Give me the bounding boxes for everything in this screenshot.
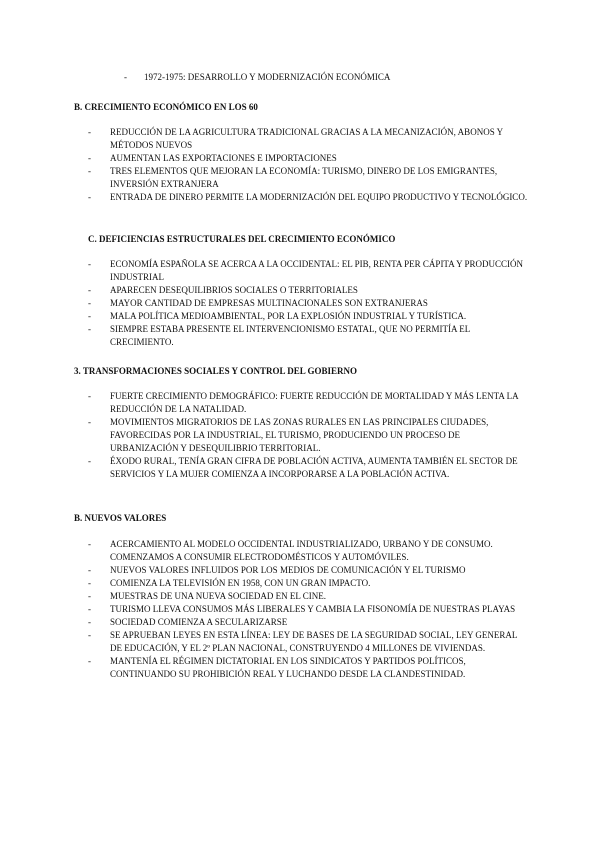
list-item: - ACERCAMIENTO AL MODELO OCCIDENTAL INDUSTRIALIZADO, URBANO Y DE CONSUMO. COMENZAMOS A CONSUMIR ELECTRODOMÉSTICOS Y AUTOMÓVILES.: [88, 538, 528, 564]
section-heading-deficiencias: C. DEFICIENCIAS ESTRUCTURALES DEL CRECIMIENTO ECONÓMICO: [88, 234, 396, 244]
list-item: - ENTRADA DE DINERO PERMITE LA MODERNIZACIÓN DEL EQUIPO PRODUCTIVO Y TECNOLÓGICO.: [88, 191, 528, 204]
list-item: - REDUCCIÓN DE LA AGRICULTURA TRADICIONAL GRACIAS A LA MECANIZACIÓN, ABONOS Y MÉTODOS NUEVOS: [88, 126, 528, 152]
list-item: - MANTENÍA EL RÉGIMEN DICTATORIAL EN LOS SINDICATOS Y PARTIDOS POLÍTICOS, CONTINUANDO SU PROHIBICIÓN REAL Y LUCHANDO DESDE LA CLANDESTINIDAD.: [88, 655, 528, 681]
section-heading-transformaciones: 3. TRANSFORMACIONES SOCIALES Y CONTROL DEL GOBIERNO: [74, 366, 357, 376]
list-item: - MAYOR CANTIDAD DE EMPRESAS MULTINACIONALES SON EXTRANJERAS: [88, 297, 528, 310]
list-item: - COMIENZA LA TELEVISIÓN EN 1958, CON UN GRAN IMPACTO.: [88, 577, 528, 590]
section-heading-nuevos-valores: B. NUEVOS VALORES: [74, 513, 167, 523]
section-heading-crecimiento: B. CRECIMIENTO ECONÓMICO EN LOS 60: [74, 102, 258, 112]
list-deficiencias: [88, 258, 528, 349]
list-item: - SE APRUEBAN LEYES EN ESTA LÍNEA: LEY DE BASES DE LA SEGURIDAD SOCIAL, LEY GENERAL DE EDUCACIÓN, Y EL 2º PLAN NACIONAL, CONSTRUYENDO 4 MILLONES DE VIVIENDAS.: [88, 629, 528, 655]
list-item: - ECONOMÍA ESPAÑOLA SE ACERCA A LA OCCIDENTAL: EL PIB, RENTA PER CÁPITA Y PRODUCCIÓN INDUSTRIAL: [88, 258, 528, 284]
list-item-period: [124, 71, 390, 83]
list-item: - MOVIMIENTOS MIGRATORIOS DE LAS ZONAS RURALES EN LAS PRINCIPALES CIUDADES, FAVORECIDAS POR LA INDUSTRIAL, EL TURISMO, PRODUCIENDO UN PROCESO DE URBANIZACIÓN Y DESEQUILIBRIO TERRITORIAL.: [88, 416, 528, 455]
list-item: - SOCIEDAD COMIENZA A SECULARIZARSE: [88, 616, 528, 629]
list-item: - MUESTRAS DE UNA NUEVA SOCIEDAD EN EL CINE.: [88, 590, 528, 603]
list-transformaciones: [88, 390, 528, 481]
list-item: - TRES ELEMENTOS QUE MEJORAN LA ECONOMÍA: TURISMO, DINERO DE LOS EMIGRANTES, INVERSIÓN EXTRANJERA: [88, 165, 528, 191]
list-item: - ÉXODO RURAL, TENÍA GRAN CIFRA DE POBLACIÓN ACTIVA, AUMENTA TAMBIÉN EL SECTOR DE SERVICIOS Y LA MUJER COMIENZA A INCORPORARSE A LA POBLACIÓN ACTIVA.: [88, 455, 528, 481]
period-text: 1972-1975: DESARROLLO Y MODERNIZACIÓN ECONÓMICA: [144, 72, 391, 82]
list-item: - APARECEN DESEQUILIBRIOS SOCIALES O TERRITORIALES: [88, 284, 528, 297]
list-nuevos-valores: [88, 538, 528, 681]
list-item: - MALA POLÍTICA MEDIOAMBIENTAL, POR LA EXPLOSIÓN INDUSTRIAL Y TURÍSTICA.: [88, 310, 528, 323]
list-item: - TURISMO LLEVA CONSUMOS MÁS LIBERALES Y CAMBIA LA FISONOMÍA DE NUESTRAS PLAYAS: [88, 603, 528, 616]
list-item: - AUMENTAN LAS EXPORTACIONES E IMPORTACIONES: [88, 152, 528, 165]
list-item: - NUEVOS VALORES INFLUIDOS POR LOS MEDIOS DE COMUNICACIÓN Y EL TURISMO: [88, 564, 528, 577]
list-crecimiento: [88, 126, 528, 204]
list-item: - SIEMPRE ESTABA PRESENTE EL INTERVENCIONISMO ESTATAL, QUE NO PERMITÍA EL CRECIMIENTO.: [88, 323, 528, 349]
list-item: - FUERTE CRECIMIENTO DEMOGRÁFICO: FUERTE REDUCCIÓN DE MORTALIDAD Y MÁS LENTA LA REDUCCIÓN DE LA NATALIDAD.: [88, 390, 528, 416]
bullet-dash: -: [124, 72, 127, 82]
